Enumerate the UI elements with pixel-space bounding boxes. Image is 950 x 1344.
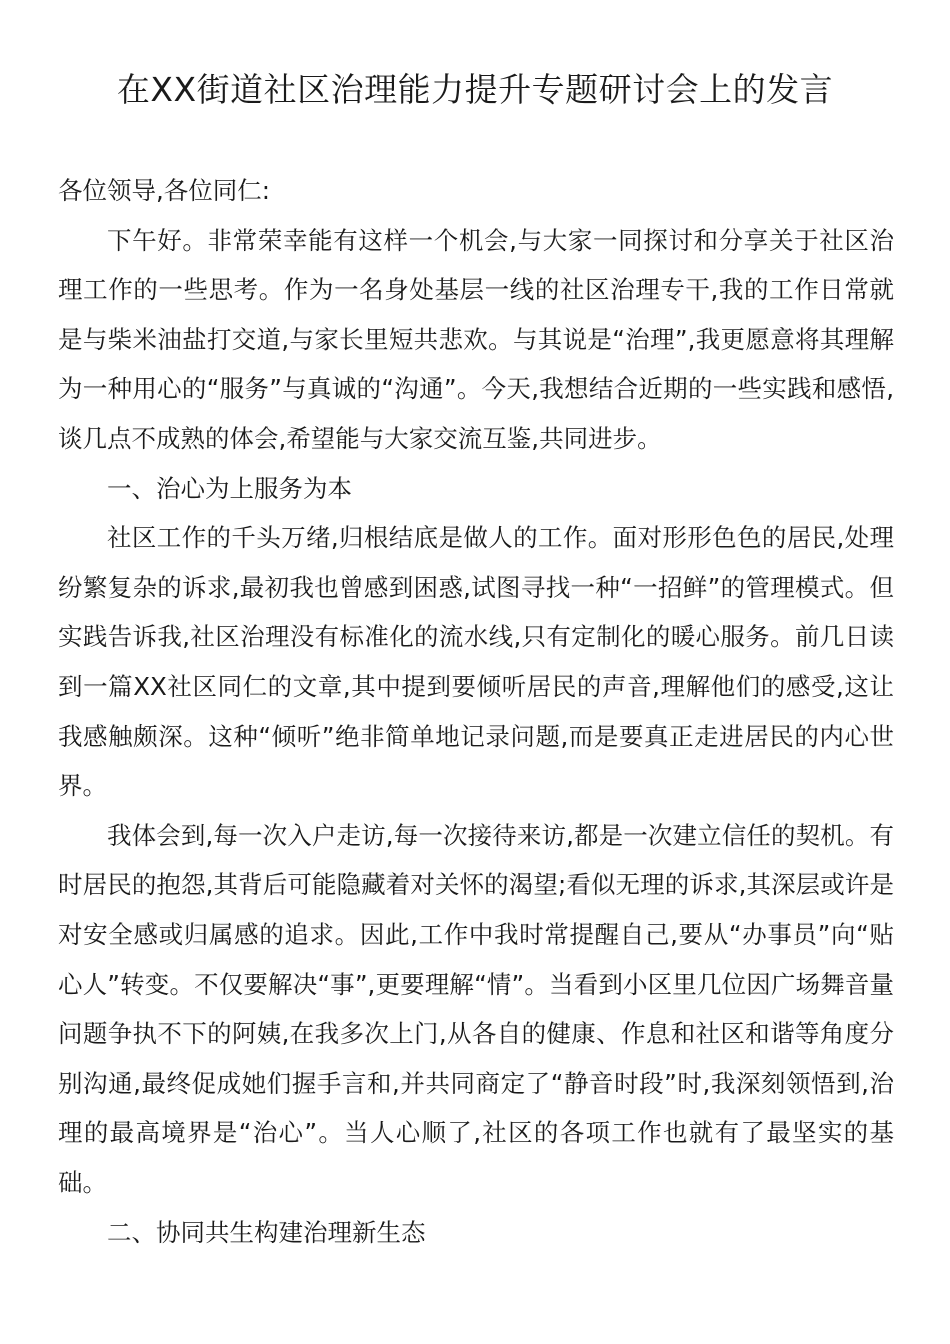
section-heading-2: 二、协同共生构建治理新生态 (107, 1218, 426, 1248)
paragraph-section1-2: 我体会到,每一次入户走访,每一次接待来访,都是一次建立信任的契机。有时居民的抱怨,其背后可能隐藏着对关怀的渴望;看似无理的诉求,其深层或许是对安全感或归属感的追求。因此,工作中我时常提醒自己,要从“办事员”向“贴心人”转变。不仅要解决“事”,更要理解“情”。当看到小区里几位因广场舞音量问题争执不下的阿姨,在我多次上门,从各自的健康、作息和社区和谐等角度分别沟通,最终促成她们握手言和,并共同商定了“静音时段”时,我深刻领悟到,治理的最高境界是“治心”。当人心顺了,社区的各项工作也就有了最坚实的基础。 (58, 820, 894, 1197)
salutation: 各位领导,各位同仁: (58, 176, 271, 205)
paragraph-section1-1: 社区工作的千头万绪,归根结底是做人的工作。面对形形色色的居民,处理纷繁复杂的诉求,最初我也曾感到困惑,试图寻找一种“一招鲜”的管理模式。但实践告诉我,社区治理没有标准化的流水线,只有定制化的暖心服务。前几日读到一篇XX社区同仁的文章,其中提到要倾听居民的声音,理解他们的感受,这让我感触颇深。这种“倾听”绝非简单地记录问题,而是要真正走进居民的内心世界。 (58, 523, 894, 801)
section-heading-1: 一、治心为上服务为本 (107, 473, 352, 503)
document-title: 在XX街道社区治理能力提升专题研讨会上的发言 (116, 70, 834, 109)
paragraph-intro: 下午好。非常荣幸能有这样一个机会,与大家一同探讨和分享关于社区治理工作的一些思考。作为一名身处基层一线的社区治理专干,我的工作日常就是与柴米油盐打交道,与家长里短共悲欢。与其说是“治理”,我更愿意将其理解为一种用心的“服务”与真诚的“沟通”。今天,我想结合近期的一些实践和感悟,谈几点不成熟的体会,希望能与大家交流互鉴,共同进步。 (58, 225, 894, 453)
document-body (58, 166, 894, 1258)
